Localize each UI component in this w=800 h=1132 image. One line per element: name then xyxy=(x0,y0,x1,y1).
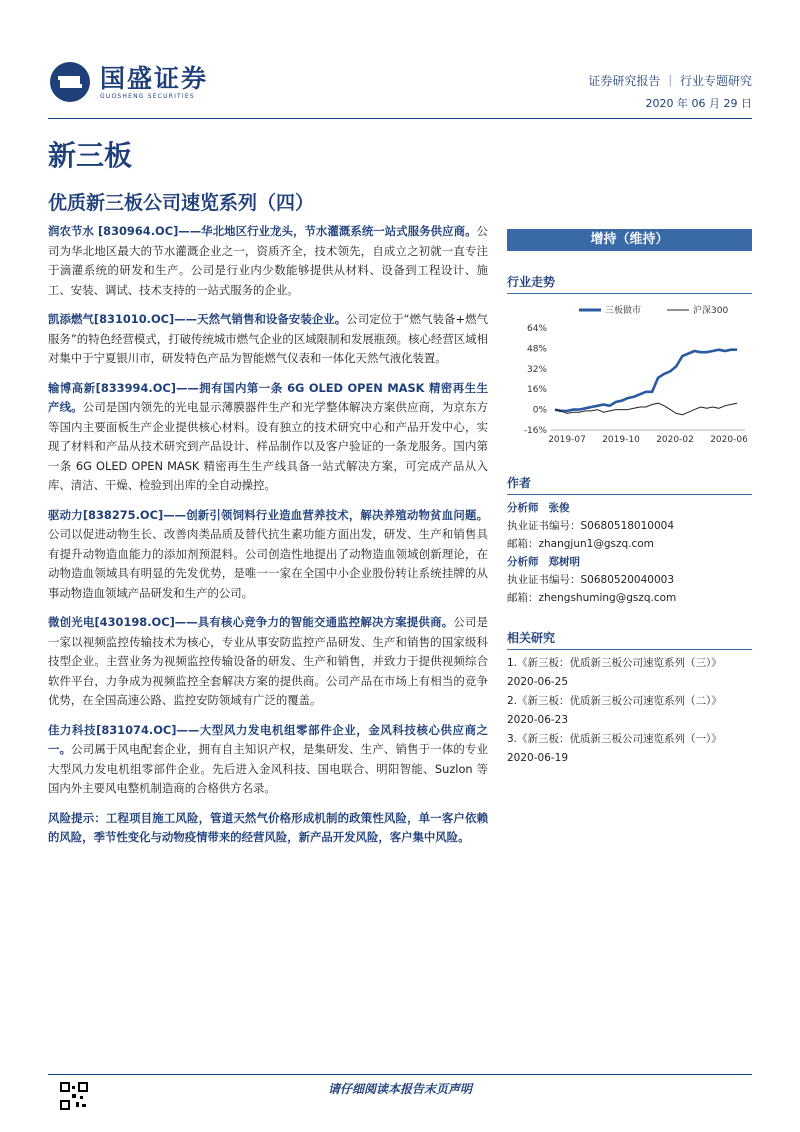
report-category: 证券研究报告 ｜ 行业专题研究 xyxy=(588,74,752,88)
trend-chart xyxy=(507,302,752,452)
authors-title: 作者 xyxy=(507,474,752,495)
author-email[interactable]: 邮箱：zhangjun1@gszq.com xyxy=(507,538,654,550)
author-name: 郑树明 xyxy=(548,556,581,568)
author-name: 张俊 xyxy=(548,502,570,514)
x-tick-label: 2020-02 xyxy=(656,435,694,445)
rating-badge: 增持（维持） xyxy=(507,229,752,251)
company-lead: ——天然气销售和设备安装企业。 xyxy=(174,312,347,326)
legend-label: 沪深300 xyxy=(693,306,729,316)
company-code: 微创光电[430198.OC] xyxy=(48,615,175,629)
related-item[interactable]: 1.《新三板：优质新三板公司速览系列（三）》2020-06-25 xyxy=(507,657,722,688)
company-lead: ——大型风力发电机组零部件企业，金风科技核心供应商之一。 xyxy=(48,722,488,756)
trend-chart-svg xyxy=(507,302,752,452)
company-code: 驱动力[838275.OC] xyxy=(48,507,164,522)
main-content xyxy=(48,222,488,858)
related-list xyxy=(507,654,752,768)
company-paragraph xyxy=(48,379,488,496)
brand-logo xyxy=(48,60,208,104)
footer-divider xyxy=(48,1074,752,1075)
author-role: 分析师 xyxy=(507,502,539,514)
x-tick-label: 2020-06 xyxy=(710,435,748,445)
company-body: 公司以促进动物生长、改善肉类品质及替代抗生素功能方面出发，研发、生产和销售具有提升动物造血能力的添加剂预混料。公司创造性地提出了动物造血领域创新理论，在动物造血领域具有明显的先发优势，是唯一一家在全国中小企业股份转让系统挂牌的从事动物造血领域产品研发和生产的公司。 xyxy=(48,527,488,600)
brand-name-en: GUOSHENG SECURITIES xyxy=(100,92,195,100)
y-tick-label: 48% xyxy=(526,344,547,355)
brand-emblem-icon xyxy=(48,60,92,104)
company-paragraph xyxy=(48,222,488,300)
author-cert: 执业证书编号：S0680520040003 xyxy=(507,574,675,586)
y-tick-label: 0% xyxy=(532,405,547,416)
company-lead: ——创新引领饲料行业造血营养技术，解决养殖动物贫血问题。 xyxy=(163,507,488,522)
sidebar xyxy=(507,229,752,768)
company-paragraph xyxy=(48,613,488,711)
author-card xyxy=(507,499,752,607)
company-lead: ——拥有国内第一条 6G OLED OPEN MASK 精密再生生产线。 xyxy=(48,380,488,414)
company-body: 公司是国内领先的光电显示薄膜器件生产和光学整体解决方案供应商，为京东方等国内主要面板生产企业提供核心材料。设有独立的技术研究中心和产品开发中心，实现了材料和产品从技术研究到产品设计、样品制作以及客户验证的一条龙服务。国内第一条 6G OLED OPEN MASK 精密再生生产线具备一站式解决方案，可完成产品从入库、清洁、干燥、检验到出库的全自动操控。 xyxy=(48,400,488,492)
header-divider xyxy=(48,118,752,119)
author-cert: 执业证书编号：S0680518010004 xyxy=(507,520,675,532)
company-body: 公司定位于“燃气装备+燃气服务”的特色经营模式，打破传统城市燃气企业的区域限制和发展瓶颈。核心经营区域相对集中于宁夏银川市，研发特色产品为智能燃气仪表和一体化天然气液化装置。 xyxy=(48,312,488,365)
series-line-sanban xyxy=(555,350,737,411)
trend-title: 行业走势 xyxy=(507,273,752,294)
company-body: 公司为华北地区最大的节水灌溉企业之一，资质齐全，技术领先，自成立之初就一直专注于滴灌系统的研发和生产。公司是行业内少数能够提供从材料、设备到工程设计、施工、安装、调试、技术支持的一站式服务的企业。 xyxy=(48,224,488,297)
report-date: 2020 年 06 月 29 日 xyxy=(645,97,752,110)
y-tick-label: 64% xyxy=(526,324,547,334)
company-paragraph xyxy=(48,310,488,369)
y-tick-label: 16% xyxy=(526,385,547,396)
company-body: 公司属于风电配套企业，拥有自主知识产权，是集研发、生产、销售于一体的专业大型风力发电机组零部件企业。先后进入金风科技、国电联合、明阳智能、Suzlon 等国内外主要风电整机制造商的合格供方名录。 xyxy=(48,742,488,795)
related-item[interactable]: 2.《新三板：优质新三板公司速览系列（二）》2020-06-23 xyxy=(507,695,722,726)
page-subtitle: 优质新三板公司速览系列（四） xyxy=(48,192,315,214)
author-email[interactable]: 邮箱：zhengshuming@gszq.com xyxy=(507,592,677,604)
risk-warning: 风险提示：工程项目施工风险，管道天然气价格形成机制的政策性风险，单一客户依赖的风险，季节性变化与动物疫情带来的经营风险，新产品开发风险，客户集中风险。 xyxy=(48,810,488,844)
report-meta xyxy=(588,72,752,111)
company-lead: ——具有核心竞争力的智能交通监控解决方案提供商。 xyxy=(174,615,454,629)
y-tick-label: 32% xyxy=(526,364,547,375)
x-tick-label: 2019-10 xyxy=(602,435,640,445)
y-tick-label: -16% xyxy=(523,426,547,436)
author-role: 分析师 xyxy=(507,556,539,568)
x-tick-label: 2019-07 xyxy=(548,435,586,445)
company-code: 佳力科技[831074.OC] xyxy=(48,722,177,737)
company-lead: ——华北地区行业龙头，节水灌溉系统一站式服务供应商。 xyxy=(178,224,477,238)
footer-disclaimer: 请仔细阅读本报告末页声明 xyxy=(327,1082,472,1096)
related-title: 相关研究 xyxy=(507,629,752,650)
company-paragraph xyxy=(48,721,488,799)
company-code: 润农节水 [830964.OC] xyxy=(48,224,179,238)
company-paragraph xyxy=(48,506,488,604)
company-code: 凯添燃气[831010.OC] xyxy=(48,312,175,326)
company-code: 输博高新[833994.OC] xyxy=(48,380,176,395)
legend-label: 三板做市 xyxy=(605,306,642,316)
related-item[interactable]: 3.《新三板：优质新三板公司速览系列（一）》2020-06-19 xyxy=(507,733,722,764)
brand-name: 国盛证券 xyxy=(100,63,209,93)
company-body: 公司是一家以视频监控传输技术为核心，专业从事安防监控产品研发、生产和销售的国家级科技型企业。主营业务为视频监控传输设备的研发、生产和销售，并致力于提供视频综合软件平台，力争成为视频监控全套解决方案的提供商。公司产品在市场上有相当的竞争优势，在全国高速公路、监控安防领域有广泛的覆盖。 xyxy=(48,615,488,707)
page-title: 新三板 xyxy=(48,139,133,172)
